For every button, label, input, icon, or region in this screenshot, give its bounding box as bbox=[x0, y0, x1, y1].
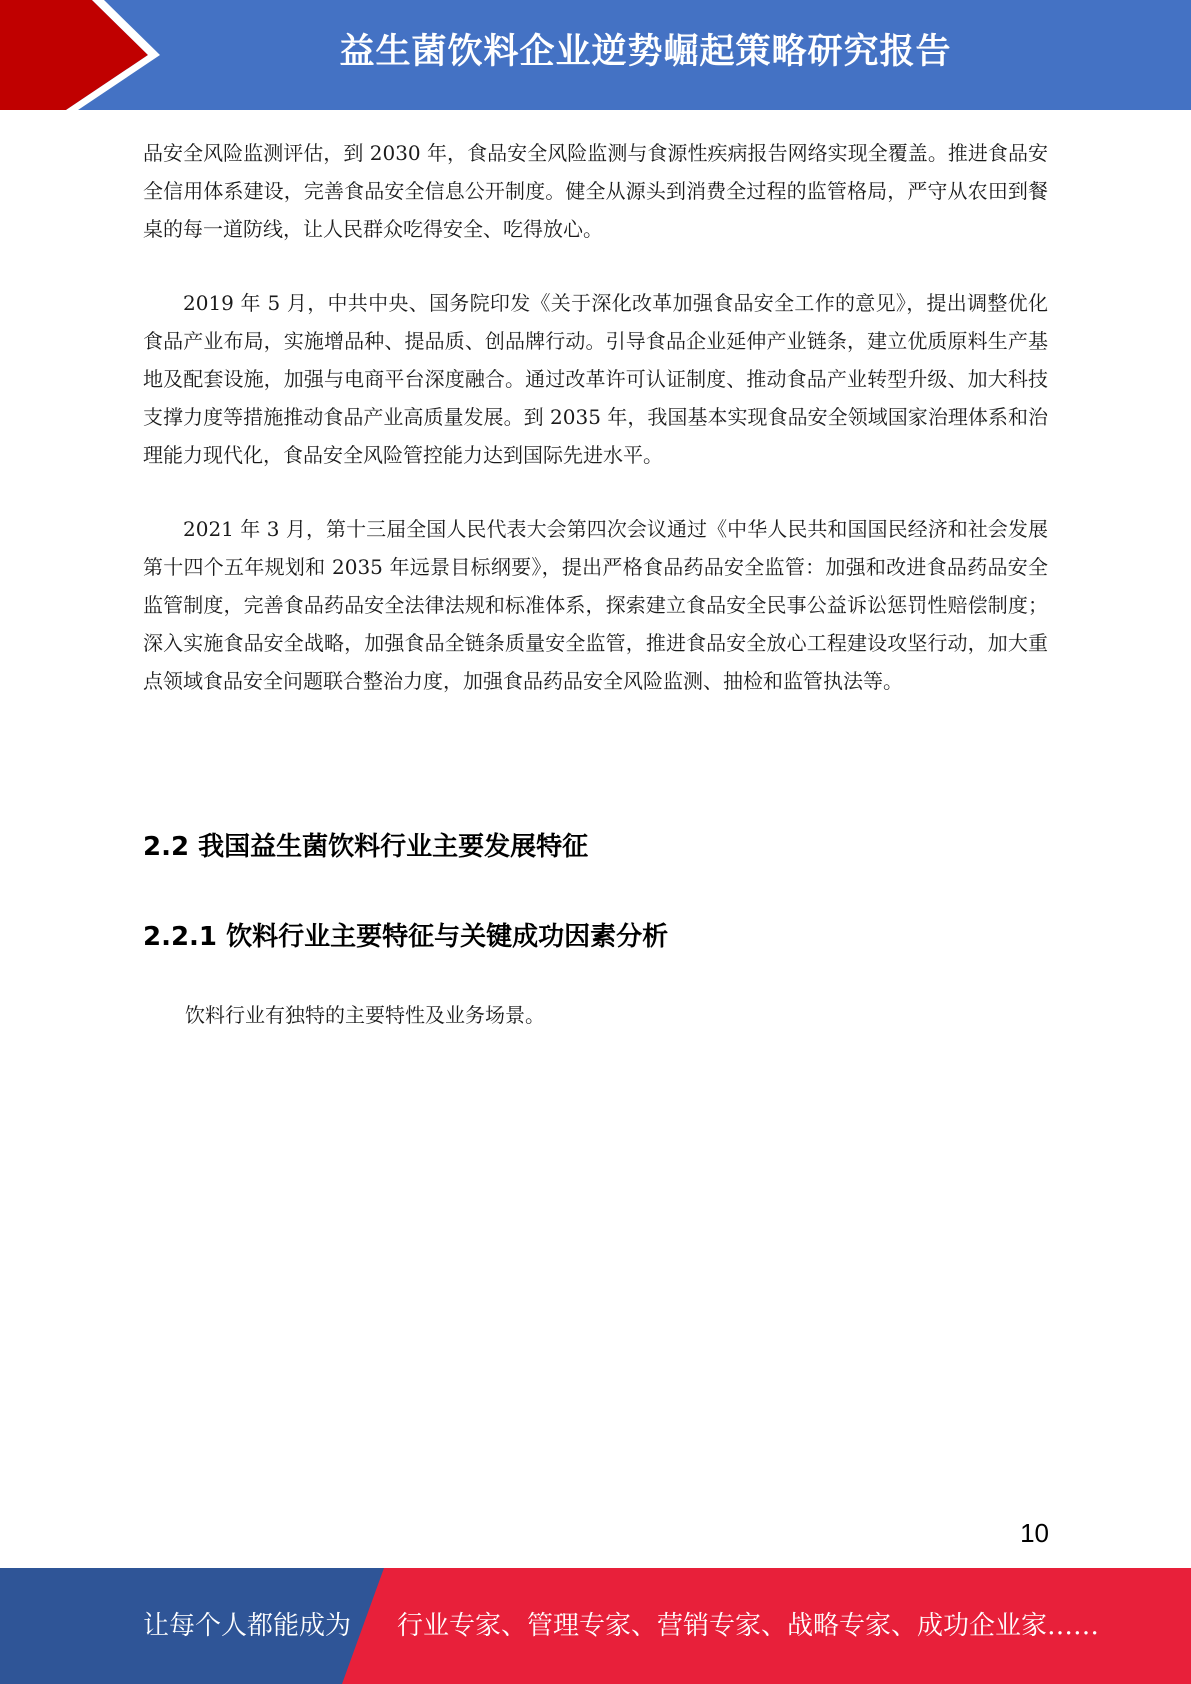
header-red-chevron bbox=[0, 0, 148, 110]
body-content bbox=[143, 134, 1048, 700]
page-number: 10 bbox=[1020, 1518, 1049, 1548]
section-heading: 2.2 我国益生菌饮料行业主要发展特征 bbox=[143, 832, 589, 862]
footer-slogan-left: 让每个人都能成为 bbox=[143, 1611, 352, 1641]
subsection-heading: 2.2.1 饮料行业主要特征与关键成功因素分析 bbox=[143, 922, 669, 952]
paragraph-2019-policy: 2019 年 5 月，中共中央、国务院印发《关于深化改革加强食品安全工作的意见》，提出调整优化食品产业布局，实施增品种、提品质、创品牌行动。引导食品企业延伸产业链条，建立优质原料生产基地及配套设施，加强与电商平台深度融合。通过改革许可认证制度、推动食品产业转型升级、加大科技支撑力度等措施推动食品产业高质量发展。到 2035 年，我国基本实现食品安全领域国家治理体系和治理能力现代化，食品安全风险管控能力达到国际先进水平。 bbox=[143, 291, 1048, 467]
paragraph-2021-plan: 2021 年 3 月，第十三届全国人民代表大会第四次会议通过《中华人民共和国国民经济和社会发展第十四个五年规划和 2035 年远景目标纲要》，提出严格食品药品安全监管：加强和改进食品药品安全监管制度，完善食品药品安全法律法规和标准体系，探索建立食品安全民事公益诉讼惩罚性赔偿制度；深入实施食品安全战略，加强食品全链条质量安全监管，推进食品安全放心工程建设攻坚行动，加大重点领域食品安全问题联合整治力度，加强食品药品安全风险监测、抽检和监管执法等。 bbox=[143, 517, 1048, 693]
footer-banner bbox=[0, 1568, 1191, 1684]
report-header bbox=[0, 0, 1191, 110]
footer-slogan-right: 行业专家、管理专家、营销专家、战略专家、成功企业家…… bbox=[397, 1611, 1100, 1641]
paragraph-continuation: 品安全风险监测评估，到 2030 年，食品安全风险监测与食源性疾病报告网络实现全覆盖。推进食品安全信用体系建设，完善食品安全信息公开制度。健全从源头到消费全过程的监管格局，严守从农田到餐桌的每一道防线，让人民群众吃得安全、吃得放心。 bbox=[143, 141, 1048, 241]
intro-paragraph: 饮料行业有独特的主要特性及业务场景。 bbox=[185, 1003, 545, 1027]
report-title: 益生菌饮料企业逆势崛起策略研究报告 bbox=[339, 32, 952, 72]
